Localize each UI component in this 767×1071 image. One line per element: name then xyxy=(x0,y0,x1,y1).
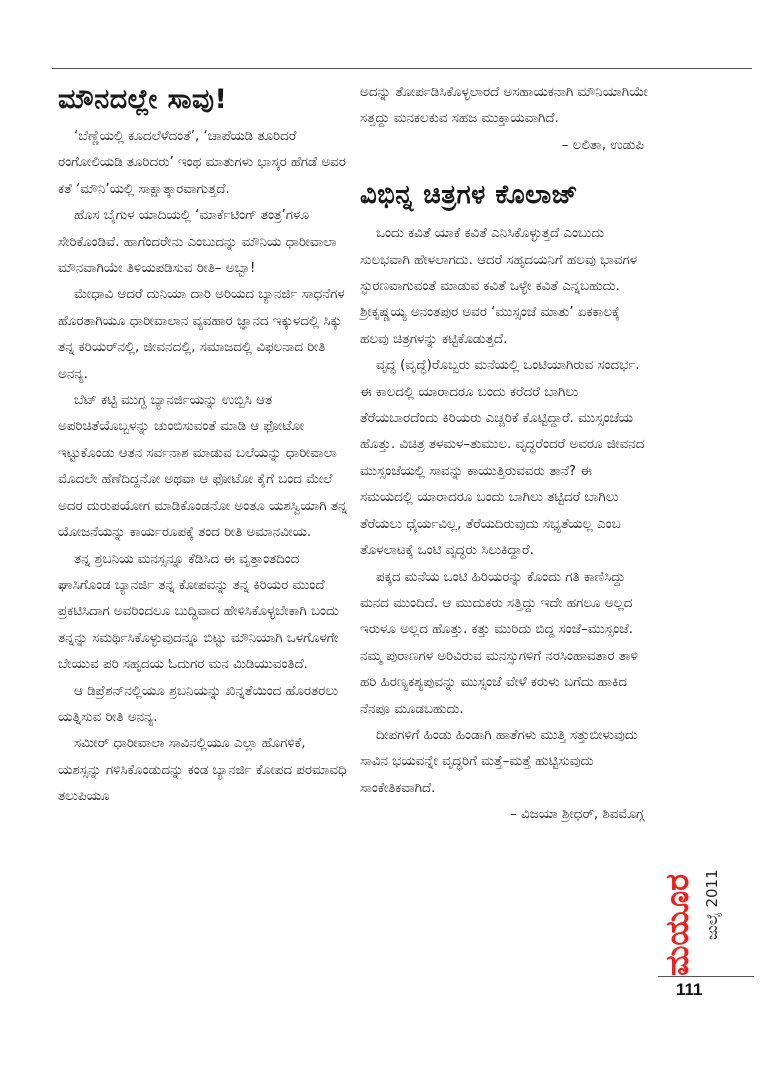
signature: – ಲಲಿತಾ, ಉಡುಪಿ xyxy=(561,137,644,153)
issue-date xyxy=(700,820,724,940)
signature: – ವಿಜಯಾ ಶ್ರೀಧರ್, ಶಿವಮೊಗ್ಗ xyxy=(510,807,644,823)
paragraph: ಬೆಟ್ ಕಟ್ಟಿ ಮುಗ್ಧ ಬ್ಯಾನರ್ಜಿಯನ್ನು ಉಬ್ಬಿಸಿ ಆತ ಅಪರಿಚಿತೆಯೊಬ್ಬಳನ್ನು ಚುಂಬಿಸುವಂತೆ ಮಾಡಿ ಆ ಫೋಟೋ ಇಟ್ಟುಕೊಂಡು ಆತನ ಸರ್ವನಾಶ ಮಾಡುವ ಬಲೆಯನ್ನು ಧಾರೀವಾಲಾ ಮೊದಲೇ ಹೆಣೆದಿದ್ದನೋ ಅಥವಾ ಆ ಫೋಟೋ ಕೈಗೆ ಬಂದ ಮೇಲೆ ಅದರ ದುರುಪಯೋಗ ಮಾಡಿಕೊಂಡನೋ ಅಂತೂ ಯಶಸ್ವಿಯಾಗಿ ತನ್ನ ಯೋಜನೆಯನ್ನು ಕಾರ್ಯರೂಪಕ್ಕೆ ತಂದ ರೀತಿ ಅಮಾನವೀಯ. xyxy=(58,393,348,541)
page-number: 111 xyxy=(676,980,703,999)
footer-rule xyxy=(658,976,754,977)
paragraph: ಪಕ್ಕದ ಮನೆಯ ಒಂಟಿ ಹಿರಿಯರನ್ನು ಕೊಂದು ಗತಿ ಕಾಣಿಸಿದ್ದು ಮನದ ಮುಂದಿದೆ. ಆ ಮುದುಕರು ಸತ್ತಿದ್ದು ಇದೇ ಹಗಲೂ ಅಲ್ಲದ ಇರುಳೂ ಅಲ್ಲದ ಹೊತ್ತು. ಕತ್ತು ಮುರಿದು ಬಿದ್ದ ಸಂಜೆ–ಮುಸ್ಸಂಜೆ. ನಮ್ಮ ಪುರಾಣಗಳ ಅರಿವಿರುವ ಮನಸ್ಸುಗಳಿಗೆ ನರಸಿಂಹಾವತಾರ ತಾಳಿ ಹರಿ ಹಿರಣ್ಯಕಶ್ಯಪುವನ್ನು ಮುಸ್ಸಂಜೆ ವೇಳೆ ಕರುಳು ಬಗೆದು ಹಾಕಿದ ನೆನಪೂ ಮೂಡಬಹುದು. xyxy=(360,569,638,717)
paragraph: ಸಮೀರ್ ಧಾರೀವಾಲಾ ಸಾವಿನಲ್ಲಿಯೂ ಎಲ್ಲಾ ಹೊಗಳಿಕೆ, ಯಶಸ್ಸನ್ನು ಗಳಿಸಿಕೊಂಡುದನ್ನು ಕಂಡ ಬ್ಯಾನರ್ಜಿ ಕೋಪದ ಪರಮಾವಧಿ ತಲುಪಿಯೂ xyxy=(58,736,347,805)
magazine-logo-text: ಮಯೂರ xyxy=(658,873,696,976)
magazine-logo xyxy=(657,816,697,976)
paragraph: ಒಂದು ಕವಿತೆ ಯಾಕೆ ಕವಿತೆ ಎನಿಸಿಕೊಳ್ಳುತ್ತದೆ ಎಂಬುದು ಸುಲಭವಾಗಿ ಹೇಳಲಾಗದು. ಆದರೆ ಸಹೃದಯನಿಗೆ ಹಲವು ಭಾವಗಳ ಸ್ಫುರಣವಾಗುವಂತೆ ಮಾಡುವ ಕವಿತೆ ಒಳ್ಳೇ ಕವಿತೆ ಎನ್ನಬಹುದು. ಶ್ರೀಕೃಷ್ಣಯ್ಯ ಅನಂತಪುರ ಅವರ ‘ಮುಸ್ಸಂಜೆ ಮಾತು’ ಏಕಕಾಲಕ್ಕೆ ಹಲವು ಚಿತ್ರಗಳನ್ನು ಕಟ್ಟಿಕೊಡುತ್ತದೆ. xyxy=(360,226,638,347)
paragraph: ‘ಬೆಣ್ಣೆಯಲ್ಲಿ ಕೂದಲೆಳೆದಂತೆ’, ‘ಚಾಪೆಯಡಿ ತೂರಿದರೆ ರಂಗೋಲಿಯಡಿ ತೂರಿದರು’ ಇಂಥ ಮಾತುಗಳು ಭಾಸ್ಕರ ಹೆಗಡೆ ಅವರ ಕತೆ ‘ಮೌನಿ’ಯಲ್ಲಿ ಸಾಕ್ಷಾತ್ಕಾರವಾಗುತ್ತದೆ. xyxy=(58,129,346,197)
paragraph: ತನ್ನ ಶ್ರಬನಿಯ ಮನಸ್ಸನ್ನೂ ಕೆಡಿಸಿದ ಈ ವೃತ್ತಾಂತದಿಂದ ಘಾಸಿಗೊಂಡ ಬ್ಯಾನರ್ಜಿ ತನ್ನ ಕೋಪವನ್ನು ತನ್ನ ಕಿರಿಯರ ಮುಂದೆ ಪ್ರಕಟಿಸಿದಾಗ ಅವರಿಂದಲೂ ಬುದ್ಧಿವಾದ ಹೇಳಿಸಿಕೊಳ್ಳಬೇಕಾಗಿ ಬಂದು ತನ್ನನ್ನು ಸಮರ್ಥಿಸಿಕೊಳ್ಳುವುದನ್ನೂ ಬಿಟ್ಟು ಮೌನಿಯಾಗಿ ಒಳಗೊಳಗೇ ಬೇಯುವ ಪರಿ ಸಹೃದಯ ಓದುಗರ ಮನ ಮಿಡಿಯುವಂತಿದೆ. xyxy=(58,551,339,673)
left-column xyxy=(58,80,348,811)
article-title-mid: ವಿಭಿನ್ನ ಚಿತ್ರಗಳ ಕೊಲಾಜ್ xyxy=(360,180,579,211)
paragraph: ವೃದ್ಧ (ವೃದ್ಧೆ)ರೊಬ್ಬರು ಮನೆಯಲ್ಲಿ ಒಂಟಿಯಾಗಿರುವ ಸಂದರ್ಭ. ಈ ಕಾಲದಲ್ಲಿ ಯಾರಾದರೂ ಬಂದು ಕರೆದರೆ ಬಾಗಿಲು ತೆರೆಯಬಾರದೆಂದು ಕಿರಿಯರು ಎಚ್ಚರಿಕೆ ಕೊಟ್ಟಿದ್ದಾರೆ. ಮುಸ್ಸಂಜೆಯ ಹೊತ್ತು. ವಿಚಿತ್ರ ತಳಮಳ–ತುಮುಲ. ವೃದ್ಧರೆಂದರೆ ಅವರೂ ಜೀವನದ ಮುಸ್ಸಂಜೆಯಲ್ಲಿ ಸಾವನ್ನು ಕಾಯುತ್ತಿರುವವರು ತಾನೆ? ಈ ಸಮಯದಲ್ಲಿ ಯಾರಾದರೂ ಬಂದು ಬಾಗಿಲು ತಟ್ಟಿದರೆ ಬಾಗಿಲು ತೆರೆಯಲು ಧೈರ್ಯವಿಲ್ಲ, ತೆರೆಯದಿರುವುದು ಸಭ್ಯತೆಯಲ್ಲ ಎಂಬ ತೊಳಲಾಟಕ್ಕೆ ಒಂಟಿ ವೃದ್ಧರು ಸಿಲುಕಿದ್ದಾರೆ. xyxy=(360,358,645,559)
paragraph: ಹೊಸ ಬೈಗುಳ ಯಾದಿಯಲ್ಲಿ ‘ಮಾರ್ಕೆಟಿಂಗ್ ತಂತ್ರ’ಗಳೂ ಸೇರಿಕೊಂಡಿವೆ. ಹಾಗೆಂದರೇನು ಎಂಬುದನ್ನು ಮೌನಿಯ ಧಾರೀವಾಲಾ ಮೌನವಾಗಿಯೇ ತಿಳಿಯಪಡಿಸುವ ರೀತಿ– ಅಬ್ಬಾ! xyxy=(58,208,337,277)
middle-column xyxy=(360,80,648,829)
article-title-left: ಮೌನದಲ್ಲೇ ಸಾವು! xyxy=(58,84,228,115)
paragraph-continuation: ಅದನ್ನು ತೋರ್ಪಡಿಸಿಕೊಳ್ಳಲಾರದೆ ಅಸಹಾಯಕನಾಗಿ ಮೌನಿಯಾಗಿಯೇ ಸತ್ತದ್ದು ಮನಕಲಕುವ ಸಹಜ ಮುಕ್ತಾಯವಾಗಿದೆ. xyxy=(360,85,648,127)
paragraph: ಆ ಡಿಪ್ರೆಶನ್‌ನಲ್ಲಿಯೂ ಶ್ರಬನಿಯನ್ನು ಖಿನ್ನತೆಯಿಂದ ಹೊರತರಲು ಯತ್ನಿಸುವ ರೀತಿ ಅನನ್ಯ. xyxy=(58,683,339,725)
paragraph: ದೀಪಗಳಿಗೆ ಹಿಂಡು ಹಿಂಡಾಗಿ ಹಾತೆಗಳು ಮುತ್ತಿ ಸತ್ತುಬೀಳುವುದು ಸಾವಿನ ಭಯವನ್ನೇ ವೃದ್ಧರಿಗೆ ಮತ್ತೆ–ಮತ್ತೆ ಹುಟ್ಟಿಸುವುದು ಸಾಂಕೇತಿಕವಾಗಿದೆ. xyxy=(360,727,638,796)
paragraph: ಮೇಧಾವಿ ಆದರೆ ದುನಿಯಾ ದಾರಿ ಅರಿಯದ ಬ್ಯಾನರ್ಜಿ ಸಾಧನೆಗಳ ಹೊರತಾಗಿಯೂ ಧಾರೀವಾಲಾನ ವ್ಯವಹಾರ ಜ್ಞಾನದ ಇಕ್ಕುಳದಲ್ಲಿ ಸಿಕ್ಕು ತನ್ನ ಕರಿಯರ್‌ನಲ್ಲಿ, ಜೀವನದಲ್ಲಿ, ಸಮಾಜದಲ್ಲಿ ವಿಫಲನಾದ ರೀತಿ ಅನನ್ಯ. xyxy=(58,287,345,382)
top-rule xyxy=(52,68,752,69)
issue-date-text: ಜುಲೈ 2011 xyxy=(703,869,721,940)
